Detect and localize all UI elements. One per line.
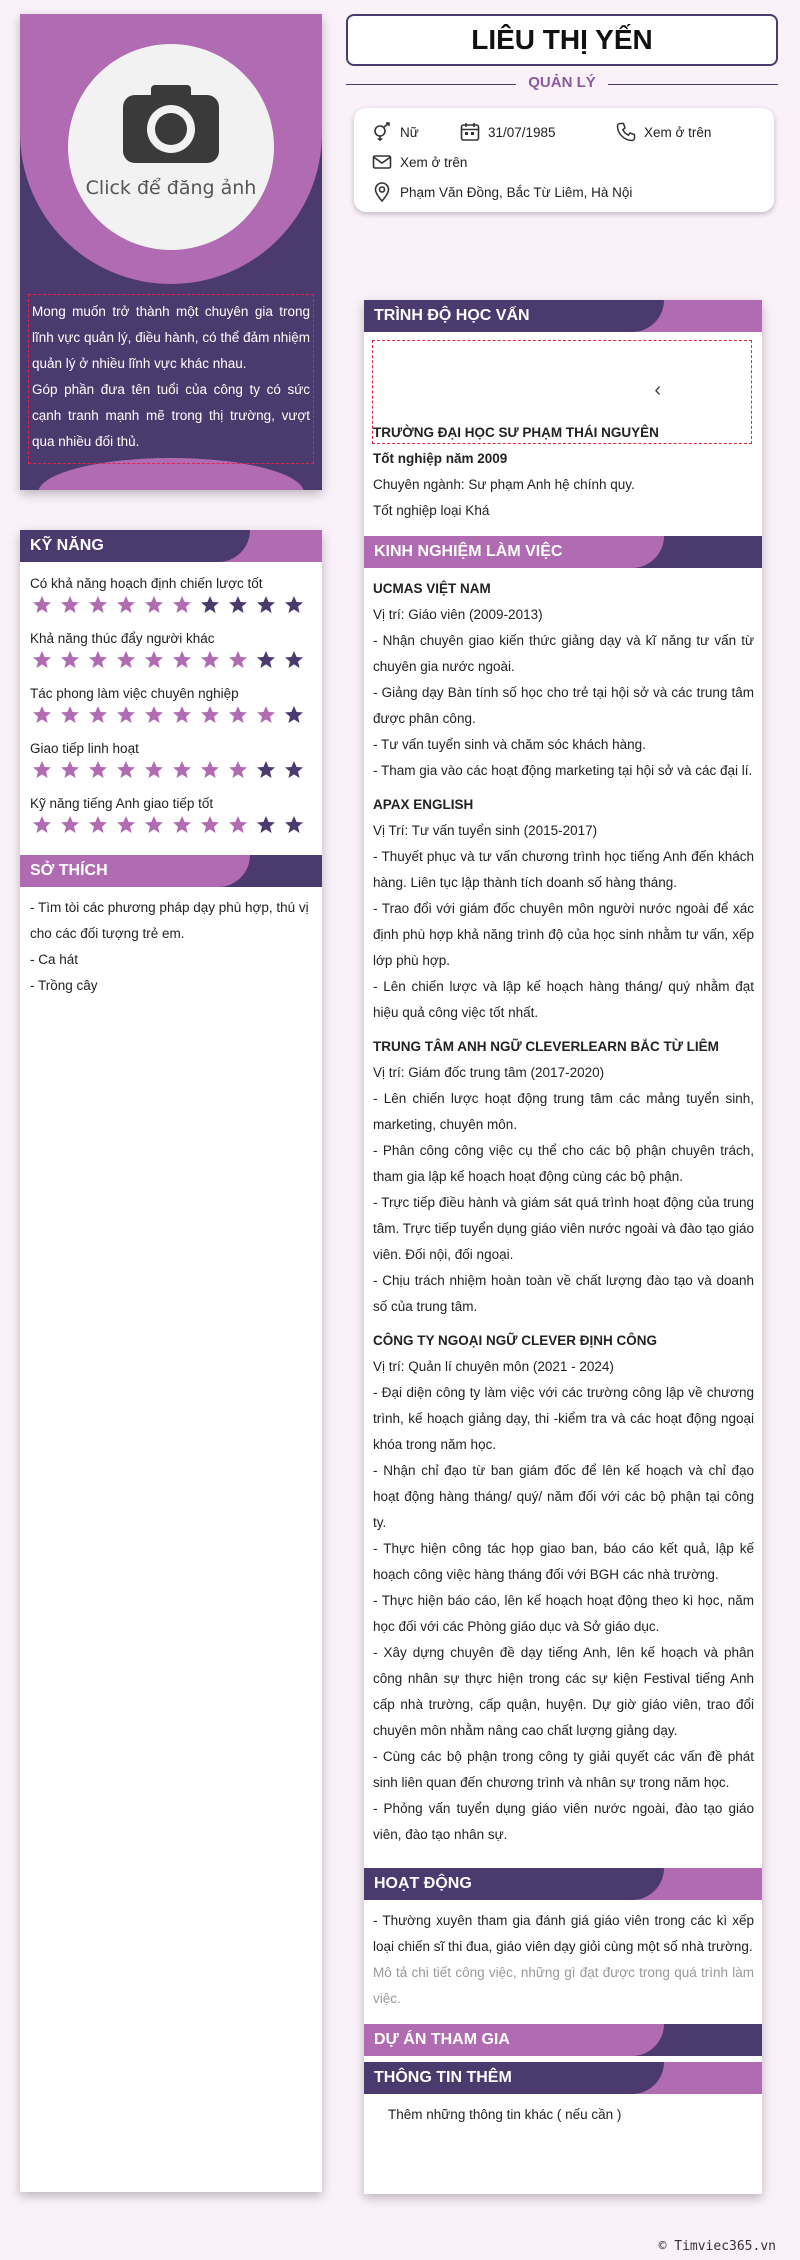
- job-duty: - Cùng các bộ phận trong công ty giải quyết các vấn đề phát sinh liên quan đến chương trình và nhân sự trong năm học.: [373, 1749, 754, 1790]
- avatar-upload[interactable]: [68, 44, 274, 250]
- star-icon[interactable]: [116, 815, 136, 835]
- skill-name: Tác phong làm việc chuyên nghiệp: [30, 686, 239, 701]
- star-icon[interactable]: [60, 650, 80, 670]
- chevron-left-icon[interactable]: ‹: [654, 379, 661, 401]
- experience-section: [364, 536, 762, 1862]
- calendar-icon: [460, 122, 480, 142]
- phone-value: Xem ở trên: [644, 124, 712, 140]
- extra-info-body[interactable]: [364, 2094, 762, 2134]
- star-icon[interactable]: [172, 760, 192, 780]
- job-duty: - Trao đổi với giám đốc chuyên môn người nước ngoài để xác định phù hợp khả năng trình độ của học sinh nhằm tư vấn, xếp lớp phù hợp.: [373, 901, 754, 968]
- projects-header: [364, 2024, 762, 2056]
- email-icon: [372, 152, 392, 172]
- location-pin-icon: [372, 182, 392, 202]
- star-icon[interactable]: [88, 760, 108, 780]
- hobby-item: - Trồng cây: [30, 978, 98, 993]
- job-duty: - Nhận chỉ đạo từ ban giám đốc để lên kế hoạch và chỉ đạo hoạt động hàng tháng/ quý/ năm đối với các bộ phận tại công ty.: [373, 1463, 754, 1530]
- projects-title: DỰ ÁN THAM GIA: [374, 2031, 510, 2048]
- star-icon[interactable]: [144, 595, 164, 615]
- experience-title: KINH NGHIỆM LÀM VIỆC: [374, 543, 563, 560]
- job-duty: - Nhận chuyên giao kiến thức giảng dạy và kĩ năng tư vấn từ chuyên gia nước ngoài.: [373, 633, 754, 674]
- grade: Tốt nghiệp loại Khá: [373, 503, 490, 518]
- star-icon[interactable]: [284, 705, 304, 725]
- activities-title: HOẠT ĐỘNG: [374, 1875, 472, 1892]
- star-icon[interactable]: [200, 815, 220, 835]
- extra-info-header: [364, 2062, 762, 2094]
- gender-icon: [372, 122, 392, 142]
- contact-card: [354, 108, 774, 212]
- star-icon[interactable]: [32, 705, 52, 725]
- skill-name: Giao tiếp linh hoạt: [30, 741, 139, 756]
- skill-name: Khả năng thúc đẩy người khác: [30, 631, 215, 646]
- company-name: APAX ENGLISH: [373, 797, 474, 812]
- education-header: [364, 300, 762, 332]
- job-duty: - Thuyết phục và tư vấn chương trình học tiếng Anh đến khách hàng. Liên tục lập thành tích doanh số hàng tháng.: [373, 849, 754, 890]
- star-icon[interactable]: [32, 650, 52, 670]
- email-value: Xem ở trên: [400, 154, 468, 170]
- main-content-panel: [364, 300, 762, 2194]
- job-duty: - Giảng dạy Bàn tính số học cho trẻ tại hội sở và các trung tâm được phân công.: [373, 685, 754, 726]
- job-entry: [373, 576, 754, 784]
- experience-header: [364, 536, 762, 568]
- company-name: CÔNG TY NGOẠI NGỮ CLEVER ĐỊNH CÔNG: [373, 1333, 657, 1348]
- star-icon[interactable]: [32, 815, 52, 835]
- job-position: Vị trí: Giáo viên (2009-2013): [373, 607, 543, 622]
- star-icon[interactable]: [228, 760, 248, 780]
- star-icon[interactable]: [200, 650, 220, 670]
- gender-value: Nữ: [400, 124, 419, 140]
- skill-item: [30, 631, 312, 670]
- star-icon[interactable]: [256, 760, 276, 780]
- star-icon[interactable]: [284, 595, 304, 615]
- star-icon[interactable]: [144, 650, 164, 670]
- job-duty: - Tham gia vào các hoạt động marketing tại hội sở và các đại lí.: [373, 763, 753, 778]
- star-icon[interactable]: [88, 705, 108, 725]
- hobbies-title: SỞ THÍCH: [30, 862, 108, 879]
- star-icon[interactable]: [88, 595, 108, 615]
- skills-title: KỸ NĂNG: [30, 537, 104, 554]
- star-icon[interactable]: [256, 650, 276, 670]
- school-name: TRƯỜNG ĐẠI HỌC SƯ PHẠM THÁI NGUYÊN: [373, 425, 659, 440]
- company-name: UCMAS VIỆT NAM: [373, 581, 491, 596]
- extra-info-section: [364, 2062, 762, 2134]
- skill-rating[interactable]: [32, 760, 312, 780]
- star-icon[interactable]: [256, 815, 276, 835]
- activities-header: [364, 1868, 762, 1900]
- contact-birthday[interactable]: [460, 122, 556, 142]
- star-icon[interactable]: [200, 595, 220, 615]
- star-icon[interactable]: [116, 595, 136, 615]
- extra-info-title: THÔNG TIN THÊM: [374, 2069, 512, 2086]
- job-title[interactable]: QUẢN LÝ: [516, 74, 608, 91]
- star-icon[interactable]: [172, 650, 192, 670]
- star-icon[interactable]: [144, 815, 164, 835]
- star-icon[interactable]: [256, 705, 276, 725]
- education-edit-area[interactable]: [372, 340, 752, 444]
- star-icon[interactable]: [200, 760, 220, 780]
- star-icon[interactable]: [228, 650, 248, 670]
- objective-line: Mong muốn trở thành một chuyên gia trong lĩnh vực quản lý, điều hành, có thể đảm nhiệm quản lý ở nhiều lĩnh vực khác nhau.: [32, 304, 310, 371]
- job-position: Vị Trí: Tư vấn tuyển sinh (2015-2017): [373, 823, 598, 838]
- star-icon[interactable]: [88, 650, 108, 670]
- full-name[interactable]: LIÊU THỊ YẾN: [346, 14, 778, 66]
- star-icon[interactable]: [284, 650, 304, 670]
- star-icon[interactable]: [116, 760, 136, 780]
- activities-section: [364, 1868, 762, 2018]
- company-name: TRUNG TÂM ANH NGỮ CLEVERLEARN BẮC TỪ LIÊM: [373, 1039, 719, 1054]
- activity-item: - Thường xuyên tham gia đánh giá giáo viên trong các kì xếp loại chiến sĩ thi đua, giáo viên dạy giỏi cùng một số nhà trường.: [373, 1913, 754, 1954]
- job-entry: [373, 792, 754, 1026]
- hobbies-list[interactable]: [20, 887, 322, 1007]
- star-icon[interactable]: [172, 595, 192, 615]
- skill-item: [30, 796, 312, 835]
- skill-rating[interactable]: [32, 815, 312, 835]
- star-icon[interactable]: [228, 705, 248, 725]
- education-title: TRÌNH ĐỘ HỌC VẤN: [374, 307, 530, 324]
- education-section: [364, 300, 762, 530]
- star-icon[interactable]: [116, 705, 136, 725]
- skill-rating[interactable]: [32, 650, 312, 670]
- skills-hobbies-panel: [20, 530, 322, 2192]
- contact-phone[interactable]: [616, 122, 711, 142]
- star-icon[interactable]: [32, 595, 52, 615]
- major: Chuyên ngành: Sư phạm Anh hệ chính quy.: [373, 477, 635, 492]
- activities-list[interactable]: [364, 1900, 762, 2018]
- star-icon[interactable]: [88, 815, 108, 835]
- skill-name: Kỹ năng tiếng Anh giao tiếp tốt: [30, 796, 214, 811]
- job-duty: - Thực hiện công tác họp giao ban, báo cáo kết quả, lập kế hoạch công việc hàng tháng đối với BGH các nhà trường.: [373, 1541, 754, 1582]
- phone-icon: [616, 122, 636, 142]
- star-icon[interactable]: [32, 760, 52, 780]
- job-duty: - Thực hiện báo cáo, lên kế hoạch hoạt động theo kì học, năm học đối với các Phòng giáo dục và Sở giáo dục.: [373, 1593, 754, 1634]
- hobbies-header: [20, 855, 322, 887]
- contact-email[interactable]: [372, 152, 467, 172]
- experience-list[interactable]: [364, 568, 762, 1862]
- extra-info-text: Thêm những thông tin khác ( nếu cần ): [388, 2107, 622, 2122]
- job-duty: - Chịu trách nhiệm hoàn toàn về chất lượng đào tạo và doanh số của trung tâm.: [373, 1273, 754, 1314]
- star-icon[interactable]: [60, 595, 80, 615]
- activity-placeholder: Mô tả chi tiết công việc, những gì đạt được trong quá trình làm việc.: [373, 1965, 754, 2006]
- job-duty: - Tư vấn tuyển sinh và chăm sóc khách hàng.: [373, 737, 646, 752]
- star-icon[interactable]: [116, 650, 136, 670]
- skill-name: Có khả năng hoạch định chiến lược tốt: [30, 576, 263, 591]
- skills-list: [20, 562, 322, 855]
- star-icon[interactable]: [284, 815, 304, 835]
- job-position: Vị trí: Giám đốc trung tâm (2017-2020): [373, 1065, 605, 1080]
- job-duty: - Trực tiếp điều hành và giám sát quá trình hoạt động của trung tâm. Trực tiếp tuyển dụng giáo viên nước ngoài và đào tạo giáo viên. Đối nội, đối ngoại.: [373, 1195, 754, 1262]
- skills-header: [20, 530, 322, 562]
- job-duty: - Lên chiến lược hoạt động trung tâm các mảng tuyển sinh, marketing, chuyên môn.: [373, 1091, 754, 1132]
- star-icon[interactable]: [172, 705, 192, 725]
- star-icon[interactable]: [60, 705, 80, 725]
- contact-address[interactable]: [372, 182, 632, 202]
- birthday-value: 31/07/1985: [488, 124, 556, 140]
- role-wrap: [346, 74, 778, 92]
- star-icon[interactable]: [284, 760, 304, 780]
- skill-rating[interactable]: [32, 595, 312, 615]
- star-icon[interactable]: [144, 705, 164, 725]
- star-icon[interactable]: [60, 815, 80, 835]
- footer-copyright: © Timviec365.vn: [658, 2239, 776, 2254]
- job-entry: [373, 1328, 754, 1848]
- hobby-item: - Tìm tòi các phương pháp dạy phù hợp, thú vị cho các đối tượng trẻ em.: [30, 900, 309, 941]
- job-duty: - Lên chiến lược và lập kế hoạch hàng tháng/ quý nhằm đạt hiệu quả công việc tốt nhất.: [373, 979, 754, 1020]
- skill-item: [30, 741, 312, 780]
- star-icon[interactable]: [256, 595, 276, 615]
- contact-gender[interactable]: [372, 122, 419, 142]
- job-duty: - Phỏng vấn tuyển dụng giáo viên nước ngoài, đào tạo giáo viên, đào tạo nhân sự.: [373, 1801, 754, 1842]
- star-icon[interactable]: [172, 815, 192, 835]
- camera-icon: [123, 85, 219, 163]
- star-icon[interactable]: [144, 760, 164, 780]
- job-entry: [373, 1034, 754, 1320]
- star-icon[interactable]: [228, 815, 248, 835]
- graduation-year: Tốt nghiệp năm 2009: [373, 451, 508, 466]
- job-position: Vị trí: Quản lí chuyên môn (2021 - 2024): [373, 1359, 614, 1374]
- profile-panel: [20, 14, 322, 490]
- address-value: Phạm Văn Đồng, Bắc Từ Liêm, Hà Nội: [400, 184, 633, 200]
- avatar-upload-label: Click để đăng ảnh: [85, 177, 257, 199]
- objective-line: Góp phần đưa tên tuổi của công ty có sức cạnh tranh mạnh mẽ trong thị trường, vượt qua nhiều đối thủ.: [32, 382, 310, 449]
- star-icon[interactable]: [228, 595, 248, 615]
- skill-item: [30, 686, 312, 725]
- skill-rating[interactable]: [32, 705, 312, 725]
- star-icon[interactable]: [60, 760, 80, 780]
- star-icon[interactable]: [200, 705, 220, 725]
- projects-section[interactable]: [364, 2024, 762, 2056]
- job-duty: - Đại diện công ty làm việc với các trường công lập về chương trình, kế hoạch giảng dạy, thi -kiểm tra và các hoạt động ngoại khóa trong năm học.: [373, 1385, 754, 1452]
- skill-item: [30, 576, 312, 615]
- hobby-item: - Ca hát: [30, 952, 79, 967]
- job-duty: - Xây dựng chuyên đề dạy tiếng Anh, lên kế hoạch và phân công nhân sự thực hiện trong các sự kiện Festival tiếng Anh cấp nhà trường, cấp quận, huyện. Dự giờ giáo viên, trao đổi chuyên môn nhằm nâng cao chất lượng giảng dạy.: [373, 1645, 754, 1738]
- job-duty: - Phân công công việc cụ thể cho các bộ phận chuyên trách, tham gia lập kế hoạch hoạt động cùng các bộ phận.: [373, 1143, 754, 1184]
- career-objective[interactable]: [28, 294, 314, 464]
